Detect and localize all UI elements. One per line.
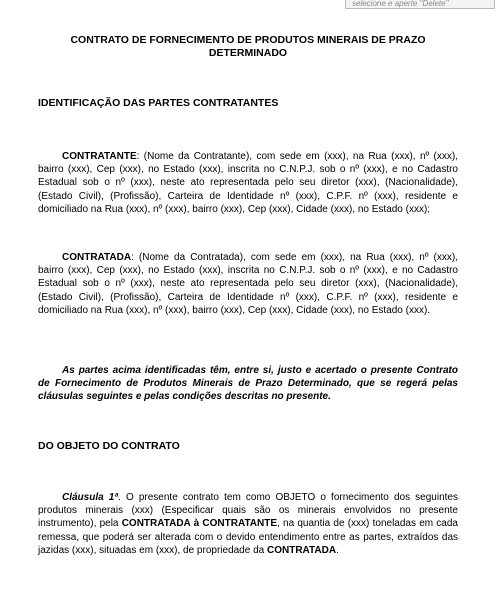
section-heading-object: DO OBJETO DO CONTRATO: [38, 440, 180, 452]
contratada-text: : (Nome da Contratada), com sede em (xxx), na Rua (xxx), nº (xxx), bairro (xxx), Cep (xxx), no Estado (xxx), inscrita no C.N.P.J. sob o nº (xxx), e no Cadastro Estadual sob o nº (xxx), neste ato representada pelo seu diretor (xxx), (Nacionalidade), (Estado Civil), (Profissão), Carteira de Identidade nº (xxx), C.P.F. nº (xxx), residente e domiciliado na Rua (xxx), nº (xxx), bairro (xxx), Cep (xxx), Cidade (xxx), no Estado (xxx).: [38, 252, 458, 316]
contratante-label: CONTRATANTE: [62, 151, 137, 162]
contratante-text: : (Nome da Contratante), com sede em (xxx), na Rua (xxx), nº (xxx), bairro (xxx), Cep (xxx), no Estado (xxx), inscrita no C.N.P.J. sob o nº (xxx), e no Cadastro Estadual sob o nº (xxx), neste ato representada pelo seu diretor (xxx), (Nacionalidade), (Estado Civil), (Profissão), Carteira de Identidade nº (xxx), C.P.F. nº (xxx), residente e domiciliado na Rua (xxx), nº (xxx), bairro (xxx), Cep (xxx), Cidade (xxx), no Estado (xxx);: [38, 151, 458, 215]
contratada-paragraph: [38, 251, 458, 317]
delete-hint-box: selecione e aperte "Delete": [345, 0, 495, 9]
clause-1-contratada: CONTRATADA: [121, 518, 191, 530]
clause-1-label: Cláusula 1ª: [62, 492, 119, 503]
agreement-paragraph: As partes acima identificadas têm, entre si, justo e acertado o presente Contrato de Fornecimento de Produtos Minerais de Prazo Determinado, que se regerá pelas cláusulas seguintes e pelas condições descritas no presente.: [38, 365, 458, 403]
clause-1-text-part1: . O presente contrato tem como OBJETO o fornecimento dos seguintes produtos minerais (xxx) (Especificar quais são os minerais envolvidos no presente instrumento), pela: [38, 492, 458, 530]
clause-1-contratada-end: CONTRATADA: [267, 544, 337, 556]
contratante-paragraph: [38, 150, 458, 216]
clause-1-paragraph: [38, 491, 458, 557]
section-heading-identification: IDENTIFICAÇÃO DAS PARTES CONTRATANTES: [38, 97, 279, 109]
clause-1-text-part2: , na quantia de (xxx) toneladas em cada remessa, que poderá ser alterada com o devido entendimento entre as partes, extraídos das jazidas (xxx), situadas em (xxx), de propriedade da: [38, 518, 458, 556]
clause-1-end: .: [336, 544, 339, 556]
document-title: CONTRATO DE FORNECIMENTO DE PRODUTOS MINERAIS DE PRAZO DETERMINADO: [70, 34, 426, 59]
clause-1-a: à: [190, 518, 203, 530]
clause-1-contratante: CONTRATANTE: [202, 518, 278, 530]
contratada-label: CONTRATADA: [62, 252, 132, 263]
